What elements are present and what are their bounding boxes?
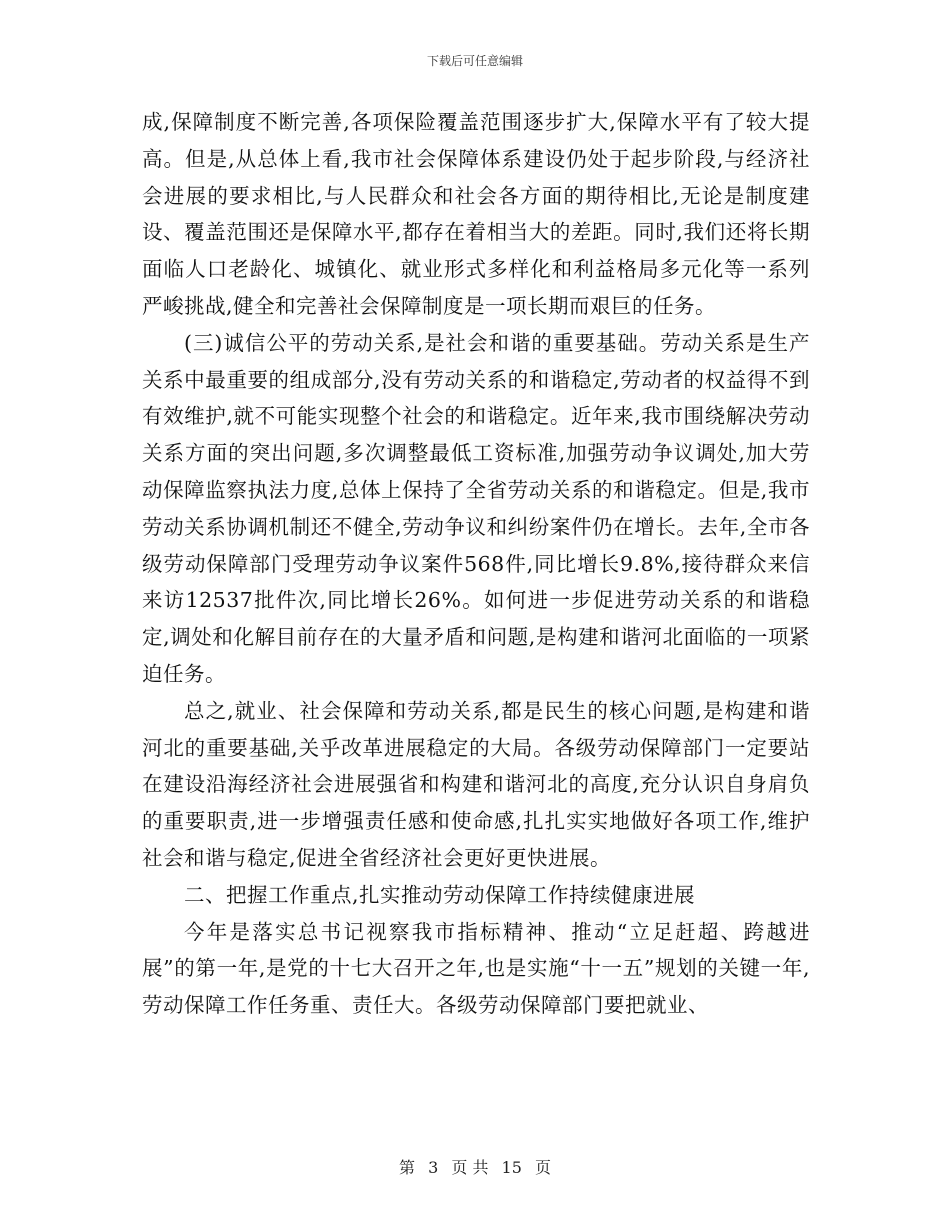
page-footer: [0, 1155, 950, 1178]
footer-suffix: 页: [535, 1158, 552, 1177]
section-heading-two: 二、把握工作重点,扎实推动劳动保障工作持续健康进展: [184, 882, 696, 907]
paragraph-labor-relations: (三)诚信公平的劳动关系,是社会和谐的重要基础。劳动关系是生产关系中最重要的组成部分,没有劳动关系的和谐稳定,劳动者的权益得不到有效维护,就不可能实现整个社会的和谐稳定。近年来,我市围绕解决劳动关系方面的突出问题,多次调整最低工资标准,加强劳动争议调处,加大劳动保障监察执法力度,总体上保持了全省劳动关系的和谐稳定。但是,我市劳动关系协调机制还不健全,劳动争议和纠纷案件仍在增长。去年,全市各级劳动保障部门受理劳动争议案件568件,同比增长9.8%,接待群众来信来访12537批件次,同比增长26%。如何进一步促进劳动关系的和谐稳定,调处和化解目前存在的大量矛盾和问题,是构建和谐河北面临的一项紧迫任务。: [142, 330, 810, 686]
total-page-count: 15: [501, 1158, 522, 1177]
document-body: [142, 104, 810, 1024]
footer-prefix: 第: [398, 1158, 415, 1177]
paragraph-summary: 总之,就业、社会保障和劳动关系,都是民生的核心问题,是构建和谐河北的重要基础,关乎改革进展稳定的大局。各级劳动保障部门一定要站在建设沿海经济社会进展强省和构建和谐河北的高度,充分认识自身肩负的重要职责,进一步增强责任感和使命感,扎扎实实地做好各项工作,维护社会和谐与稳定,促进全省经济社会更好更快进展。: [142, 698, 810, 870]
paragraph-this-year: 今年是落实总书记视察我市指标精神、推动“立足赶超、跨越进展”的第一年,是党的十七大召开之年,也是实施“十一五”规划的关键一年,劳动保障工作任务重、责任大。各级劳动保障部门要把就业、: [142, 919, 810, 1018]
footer-middle: 页 共: [451, 1158, 489, 1177]
current-page-number: 3: [428, 1158, 439, 1177]
paragraph-social-security-continued: 成,保障制度不断完善,各项保险覆盖范围逐步扩大,保障水平有了较大提高。但是,从总体上看,我市社会保障体系建设仍处于起步阶段,与经济社会进展的要求相比,与人民群众和社会各方面的期待相比,无论是制度建设、覆盖范围还是保障水平,都存在着相当大的差距。同时,我们还将长期面临人口老龄化、城镇化、就业形式多样化和利益格局多元化等一系列严峻挑战,健全和完善社会保障制度是一项长期而艰巨的任务。: [142, 110, 810, 318]
page-header: 下载后可任意编辑: [426, 54, 523, 68]
